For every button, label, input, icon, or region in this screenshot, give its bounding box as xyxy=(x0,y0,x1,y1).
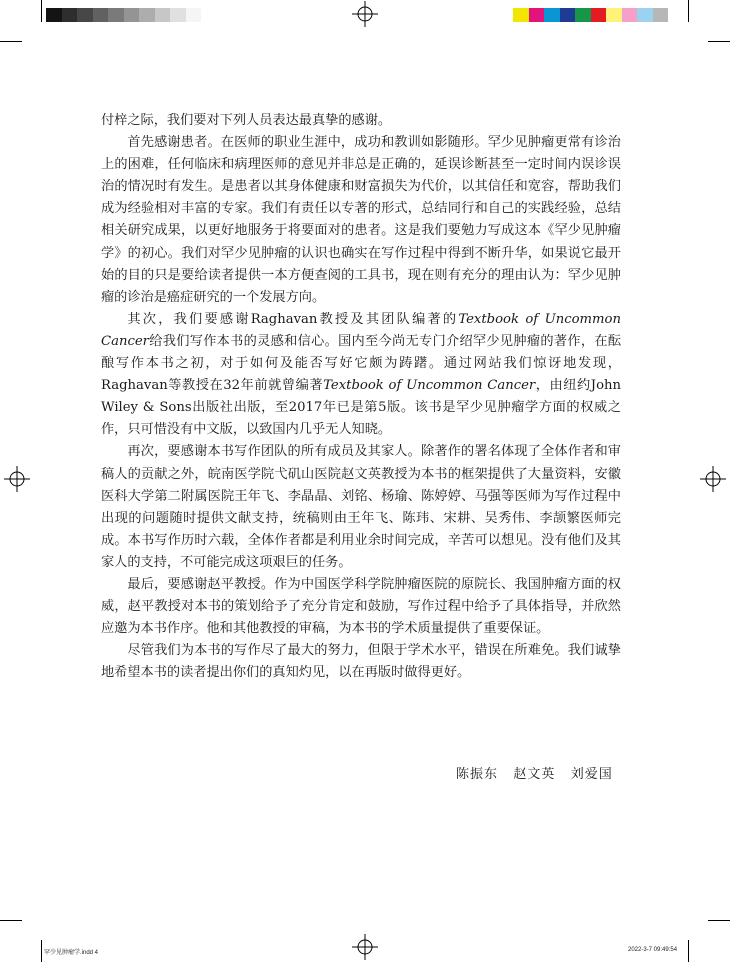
paragraph-raghavan xyxy=(101,309,621,442)
paragraph-zhaoping: 最后，要感谢赵平教授。作为中国医学科学院肿瘤医院的原院长、我国肿瘤方面的权威，赵平教授对本书的策划给予了充分肯定和鼓励，写作过程中给予了具体指导，并欣然应邀为本书作序。他和其他教授的审稿，为本书的学术质量提供了重要保证。 xyxy=(101,576,621,637)
color-swatch xyxy=(575,8,591,22)
gray-swatch xyxy=(186,8,202,22)
gray-swatch xyxy=(108,8,124,22)
paragraph-team: 再次，要感谢本书写作团队的所有成员及其家人。除著作的署名体现了全体作者和审稿人的贡献之外，皖南医学院弋矶山医院赵文英教授为本书的框架提供了大量资料，安徽医科大学第二附属医院王年飞、李晶晶、刘铭、杨瑜、陈婷婷、马强等医师为写作过程中出现的问题随时提供文献支持，统稿则由王年飞、陈玮、宋耕、吴秀伟、李颉繁医师完成。本书写作历时六载，全体作者都是利用业余时间完成，辛苦可以想见。没有他们及其家人的支持，不可能完成这项艰巨的任务。 xyxy=(101,444,621,570)
color-swatch xyxy=(591,8,607,22)
gray-swatch xyxy=(77,8,93,22)
author-signature: 陈振东 赵文英 刘爱国 xyxy=(456,767,613,782)
color-bar xyxy=(513,8,668,22)
crop-mark-top-right-horizontal xyxy=(708,41,730,42)
crop-mark-bottom-right-vertical xyxy=(688,940,689,962)
color-swatch xyxy=(529,8,545,22)
paragraph-intro: 付梓之际，我们要对下列人员表达最真挚的感谢。 xyxy=(101,113,392,128)
color-swatch xyxy=(513,8,529,22)
gray-swatch xyxy=(46,8,62,22)
crop-mark-top-left-vertical xyxy=(41,0,42,22)
paragraph-raghavan-part-e: ，由纽约John Wiley & Sons出版社出版，至2017年已是第5版。该书是罕少见肿瘤学方面的权威之作，只可惜没有中文版，以致国内几乎无人知晓。 xyxy=(101,378,621,438)
registration-mark-left xyxy=(4,466,30,492)
color-swatch xyxy=(560,8,576,22)
registration-mark-top xyxy=(352,1,378,27)
grayscale-bar xyxy=(46,8,201,22)
crop-mark-top-left-horizontal xyxy=(0,41,22,42)
crop-mark-bottom-left-vertical xyxy=(41,940,42,962)
gray-swatch xyxy=(93,8,109,22)
registration-mark-bottom xyxy=(352,934,378,960)
gray-swatch xyxy=(124,8,140,22)
color-swatch xyxy=(622,8,638,22)
crop-mark-bottom-right-horizontal xyxy=(708,920,730,921)
color-swatch xyxy=(653,8,669,22)
gray-swatch xyxy=(62,8,78,22)
paragraph-closing: 尽管我们为本书的写作尽了最大的努力，但限于学术水平，错误在所难免。我们诚挚地希望本书的读者提出你们的真知灼见，以在再版时做得更好。 xyxy=(101,643,621,681)
paragraph-raghavan-part-c: 给我们写作本书的灵感和信心。国内至今尚无专门介绍罕少见肿瘤的著作，在酝酿写作本书之初，对于如何及能否写好它颇为踌躇。通过网站我们惊讶地发现，Raghavan等教授在32年前就曾编著 xyxy=(101,333,621,394)
book-title-italic: Textbook of Uncommon Cancer xyxy=(101,311,621,349)
paragraph-patients: 首先感谢患者。在医师的职业生涯中，成功和教训如影随形。罕少见肿瘤更常有诊治上的困难，任何临床和病理医师的意见并非总是正确的，延误诊断甚至一定时间内误诊误治的情况时有发生。是患者以其身体健康和财富损失为代价，以其信任和宽容，帮助我们成为经验相对丰富的专家。我们有责任以专著的形式，总结同行和自己的实践经验，总结相关研究成果，以更好地服务于将要面对的患者。这是我们要勉力写成这本《罕少见肿瘤学》的初心。我们对罕少见肿瘤的认识也确实在写作过程中得到不断升华，如果说它最开始的目的只是要给读者提供一本方便查阅的工具书，现在则有充分的理由认为：罕少见肿瘤的诊治是癌症研究的一个发展方向。 xyxy=(101,135,621,305)
footer-timestamp: 2022-3-7 09:49:54 xyxy=(628,947,678,953)
color-swatch xyxy=(637,8,653,22)
color-swatch xyxy=(606,8,622,22)
color-swatch xyxy=(544,8,560,22)
acknowledgements-body xyxy=(101,110,621,684)
gray-swatch xyxy=(155,8,171,22)
crop-mark-top-right-vertical xyxy=(688,0,689,22)
gray-swatch xyxy=(170,8,186,22)
gray-swatch xyxy=(139,8,155,22)
footer-filename: 罕少见肿瘤学.indd 4 xyxy=(44,950,99,956)
paragraph-raghavan-part-a: 其次，我们要感谢Raghavan教授及其团队编著的 xyxy=(127,311,459,327)
registration-mark-right xyxy=(700,466,726,492)
book-title-italic: Textbook of Uncommon Cancer xyxy=(323,378,536,394)
crop-mark-bottom-left-horizontal xyxy=(0,920,22,921)
